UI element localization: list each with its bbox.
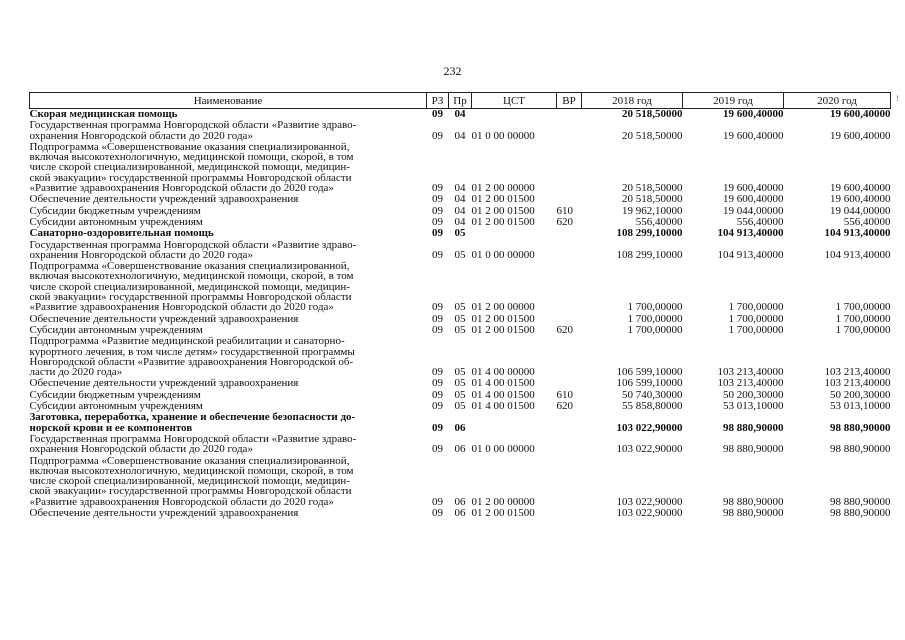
cell-pr: 05	[454, 248, 466, 261]
cell-2018: 103 022,90000	[616, 443, 683, 456]
cell-rz: 09	[432, 400, 443, 413]
cell-2020: 19 600,40000	[830, 182, 891, 195]
cell-name: Санаторно-оздоровительная помощь	[29, 227, 214, 240]
table-row	[30, 400, 891, 411]
cell-rz: 09	[432, 323, 443, 336]
cell-vr	[557, 433, 582, 455]
header-2018: 2018 год	[582, 93, 683, 109]
table-row	[30, 141, 891, 193]
cell-vr	[557, 507, 582, 518]
table-row	[30, 455, 891, 507]
cell-cst: 01 2 00 01500	[471, 193, 535, 206]
cell-vr	[557, 109, 582, 120]
cell-vr: 620	[556, 323, 573, 336]
table-row	[30, 335, 891, 377]
cell-cst	[472, 411, 557, 433]
header-rz: РЗ	[427, 93, 449, 109]
table-row	[30, 411, 891, 433]
cell-2020: 50 200,30000	[830, 388, 891, 401]
cell-rz: 09	[432, 193, 443, 206]
cell-2020: 53 013,10000	[830, 400, 891, 413]
cell-vr	[557, 193, 582, 204]
cell-rz: 09	[432, 215, 443, 228]
cell-2018: 103 022,90000	[616, 506, 683, 519]
cell-2019: 50 200,30000	[723, 388, 784, 401]
header-2019: 2019 год	[683, 93, 784, 109]
header-cst: ЦСТ	[472, 93, 557, 109]
table-row	[30, 227, 891, 238]
cell-vr	[557, 227, 582, 238]
cell-rz: 09	[432, 301, 443, 314]
cell-vr: 610	[556, 388, 573, 401]
header-2020: 2020 год	[784, 93, 891, 109]
cell-pr: 05	[454, 301, 466, 314]
cell-2020: 98 880,90000	[830, 421, 891, 434]
cell-2019: 104 913,40000	[717, 227, 784, 240]
cell-rz: 09	[432, 377, 443, 390]
cell-2019: 19 600,40000	[723, 193, 784, 206]
cell-cst: 01 4 00 01500	[471, 400, 535, 413]
cell-name: Государственная программа Новгородской области «Развитие здраво- охранения Новгородской области до 2020 года»	[29, 432, 357, 456]
cell-2018: 556,40000	[635, 215, 683, 228]
cell-cst: 01 0 00 00000	[471, 443, 535, 456]
table-row	[30, 389, 891, 400]
cell-2020: 19 600,40000	[830, 193, 891, 206]
cell-2019: 1 700,00000	[728, 312, 784, 325]
cell-name: Государственная программа Новгородской области «Развитие здраво- охранения Новгородской области до 2020 года»	[29, 238, 357, 261]
cell-name: Обеспечение деятельности учреждений здравоохранения	[29, 377, 299, 390]
cell-vr	[557, 335, 582, 377]
cell-pr: 04	[454, 204, 466, 217]
cell-name: Скорая медицинская помощь	[29, 108, 178, 120]
cell-2018: 103 022,90000	[616, 421, 683, 434]
cell-vr: 620	[556, 215, 573, 228]
cell-2020: 98 880,90000	[830, 443, 891, 456]
cell-vr: 610	[556, 204, 573, 217]
cell-cst	[472, 227, 557, 238]
cell-2020: 19 600,40000	[830, 108, 891, 120]
table-row	[30, 205, 891, 216]
cell-2019: 53 013,10000	[723, 400, 784, 413]
cell-vr	[557, 260, 582, 312]
table-row	[30, 260, 891, 312]
cell-2018: 106 599,10000	[616, 366, 683, 379]
cell-2018: 20 518,50000	[622, 193, 683, 206]
table-row	[30, 324, 891, 335]
cell-pr: 05	[454, 323, 466, 336]
cell-2020: 98 880,90000	[830, 495, 891, 508]
cell-cst: 01 2 00 01500	[471, 204, 535, 217]
cell-name: Субсидии бюджетным учреждениям	[29, 388, 201, 401]
cell-pr: 06	[454, 495, 466, 508]
cell-cst: 01 2 00 01500	[471, 215, 535, 228]
cell-2020: 98 880,90000	[830, 506, 891, 519]
cell-name: Заготовка, переработка, хранение и обеспечение безопасности до- норской крови и ее компонентов	[29, 411, 356, 434]
cell-name: Обеспечение деятельности учреждений здравоохранения	[29, 193, 299, 206]
cell-name: Подпрограмма «Совершенствование оказания специализированной, включая высокотехнологичную, медицинской помощи, скорой, в том числе скорой специализированной, медицинской помощи, медицин- ской эвакуации» государственной программы Новгородской области «Развитие здравоохранения Новгородской области до 2020 года»	[29, 140, 354, 195]
cell-2018: 103 022,90000	[616, 495, 683, 508]
cell-vr	[557, 141, 582, 193]
cell-cst: 01 0 00 00000	[471, 248, 535, 261]
cell-pr: 04	[454, 215, 466, 228]
cell-2019: 98 880,90000	[723, 506, 784, 519]
cell-2020: 104 913,40000	[824, 227, 891, 240]
cell-rz: 09	[432, 443, 443, 456]
cell-2018: 20 518,50000	[622, 182, 683, 195]
cell-name: Подпрограмма «Совершенствование оказания специализированной, включая высокотехнологичную, медицинской помощи, скорой, в том числе скорой специализированной, медицинской помощи, медицин- ской эвакуации» государственной программы Новгородской области «Развитие здравоохранения Новгородской области до 2020 года»	[29, 454, 354, 508]
cell-rz: 09	[432, 312, 443, 325]
cell-2019: 19 600,40000	[723, 108, 784, 120]
cell-2020: 1 700,00000	[835, 312, 891, 325]
cell-cst: 01 4 00 01500	[471, 377, 535, 390]
cell-2018: 1 700,00000	[627, 323, 683, 336]
cell-name: Подпрограмма «Совершенствование оказания специализированной, включая высокотехнологичную, медицинской помощи, скорой, в том числе скорой специализированной, медицинской помощи, медицин- ской эвакуации» государственной программы Новгородской области «Развитие здравоохранения Новгородской области до 2020 года»	[29, 260, 354, 314]
cell-2019: 19 600,40000	[723, 129, 784, 142]
cell-name: Обеспечение деятельности учреждений здравоохранения	[29, 312, 299, 325]
cell-2018: 1 700,00000	[627, 301, 683, 314]
cell-pr: 04	[454, 129, 466, 142]
cell-2019: 104 913,40000	[717, 248, 784, 261]
cell-2018: 20 518,50000	[622, 129, 683, 142]
cell-vr	[557, 455, 582, 507]
cell-2020: 556,40000	[843, 215, 891, 228]
cell-pr: 05	[454, 388, 466, 401]
header-vr: ВР	[557, 93, 582, 109]
edge-mark: !	[896, 94, 899, 103]
cell-2018: 1 700,00000	[627, 312, 683, 325]
table-row	[30, 216, 891, 227]
cell-2019: 103 213,40000	[717, 366, 784, 379]
budget-table	[29, 92, 891, 518]
cell-pr: 05	[454, 366, 466, 379]
table-body	[30, 109, 891, 519]
cell-cst: 01 2 00 01500	[471, 312, 535, 325]
cell-name: Субсидии автономным учреждениям	[29, 323, 203, 336]
cell-vr	[557, 239, 582, 261]
cell-rz: 09	[432, 129, 443, 142]
cell-vr: 620	[556, 400, 573, 413]
table-row	[30, 119, 891, 141]
cell-pr: 05	[454, 377, 466, 390]
cell-pr: 05	[454, 227, 466, 240]
cell-rz: 09	[432, 421, 443, 434]
cell-2020: 104 913,40000	[824, 248, 891, 261]
cell-2020: 103 213,40000	[824, 377, 891, 390]
cell-cst	[472, 109, 557, 120]
table-row	[30, 193, 891, 204]
cell-2018: 50 740,30000	[622, 388, 683, 401]
table-header-row	[30, 93, 891, 109]
header-name: Наименование	[30, 93, 427, 109]
cell-2019: 19 044,00000	[723, 204, 784, 217]
cell-cst: 01 4 00 01500	[471, 388, 535, 401]
cell-name: Обеспечение деятельности учреждений здравоохранения	[29, 506, 299, 519]
cell-cst: 01 2 00 01500	[471, 323, 535, 336]
cell-rz: 09	[432, 182, 443, 195]
cell-pr: 05	[454, 312, 466, 325]
cell-cst: 01 2 00 01500	[471, 506, 535, 519]
cell-2019: 1 700,00000	[728, 323, 784, 336]
cell-vr	[557, 411, 582, 433]
cell-name: Субсидии автономным учреждениям	[29, 400, 203, 413]
cell-rz: 09	[432, 506, 443, 519]
cell-rz: 09	[432, 388, 443, 401]
cell-2018: 55 858,80000	[622, 400, 683, 413]
table-row	[30, 109, 891, 120]
cell-2019: 103 213,40000	[717, 377, 784, 390]
cell-2018: 19 962,10000	[622, 204, 683, 217]
cell-rz: 09	[432, 366, 443, 379]
cell-name: Государственная программа Новгородской области «Развитие здраво- охранения Новгородской области до 2020 года»	[29, 119, 357, 142]
cell-pr: 04	[454, 193, 466, 206]
table-row	[30, 433, 891, 455]
cell-rz: 09	[432, 248, 443, 261]
cell-2018: 106 599,10000	[616, 377, 683, 390]
cell-2018: 108 299,10000	[616, 227, 683, 240]
cell-pr: 06	[454, 421, 466, 434]
cell-rz: 09	[432, 204, 443, 217]
cell-pr: 05	[454, 400, 466, 413]
cell-pr: 04	[454, 182, 466, 195]
cell-2018: 20 518,50000	[622, 108, 683, 120]
cell-2020: 103 213,40000	[824, 366, 891, 379]
table-row	[30, 313, 891, 324]
header-pr: Пр	[449, 93, 472, 109]
cell-2019: 98 880,90000	[723, 443, 784, 456]
cell-2020: 19 044,00000	[830, 204, 891, 217]
cell-2019: 98 880,90000	[723, 495, 784, 508]
cell-rz: 09	[432, 495, 443, 508]
cell-vr	[557, 313, 582, 324]
table-row	[30, 239, 891, 261]
cell-pr: 06	[454, 506, 466, 519]
table-row	[30, 377, 891, 388]
cell-2020: 19 600,40000	[830, 129, 891, 142]
cell-vr	[557, 377, 582, 388]
cell-cst: 01 2 00 00000	[471, 495, 535, 508]
cell-pr: 06	[454, 443, 466, 456]
cell-rz: 09	[432, 108, 443, 120]
cell-vr	[557, 119, 582, 141]
cell-2018: 108 299,10000	[616, 248, 683, 261]
cell-pr: 04	[454, 108, 466, 120]
cell-cst: 01 2 00 00000	[471, 301, 535, 314]
cell-2019: 98 880,90000	[723, 421, 784, 434]
cell-cst: 01 0 00 00000	[471, 129, 535, 142]
cell-name: Подпрограмма «Развитие медицинской реабилитации и санаторно- курортного лечения, в том числе детям» государственной программы Новгородской области «Развитие здравоохранения Новгородской об- ласти до 2020 года»	[29, 335, 355, 379]
cell-cst: 01 2 00 00000	[471, 182, 535, 195]
cell-rz: 09	[432, 227, 443, 240]
cell-name: Субсидии бюджетным учреждениям	[29, 204, 201, 217]
cell-2020: 1 700,00000	[835, 323, 891, 336]
cell-name: Субсидии автономным учреждениям	[29, 215, 203, 228]
cell-2019: 1 700,00000	[728, 301, 784, 314]
cell-2019: 19 600,40000	[723, 182, 784, 195]
cell-2020: 1 700,00000	[835, 301, 891, 314]
table-row	[30, 507, 891, 518]
cell-cst: 01 4 00 00000	[471, 366, 535, 379]
cell-2019: 556,40000	[736, 215, 784, 228]
page-number: 232	[443, 64, 462, 78]
